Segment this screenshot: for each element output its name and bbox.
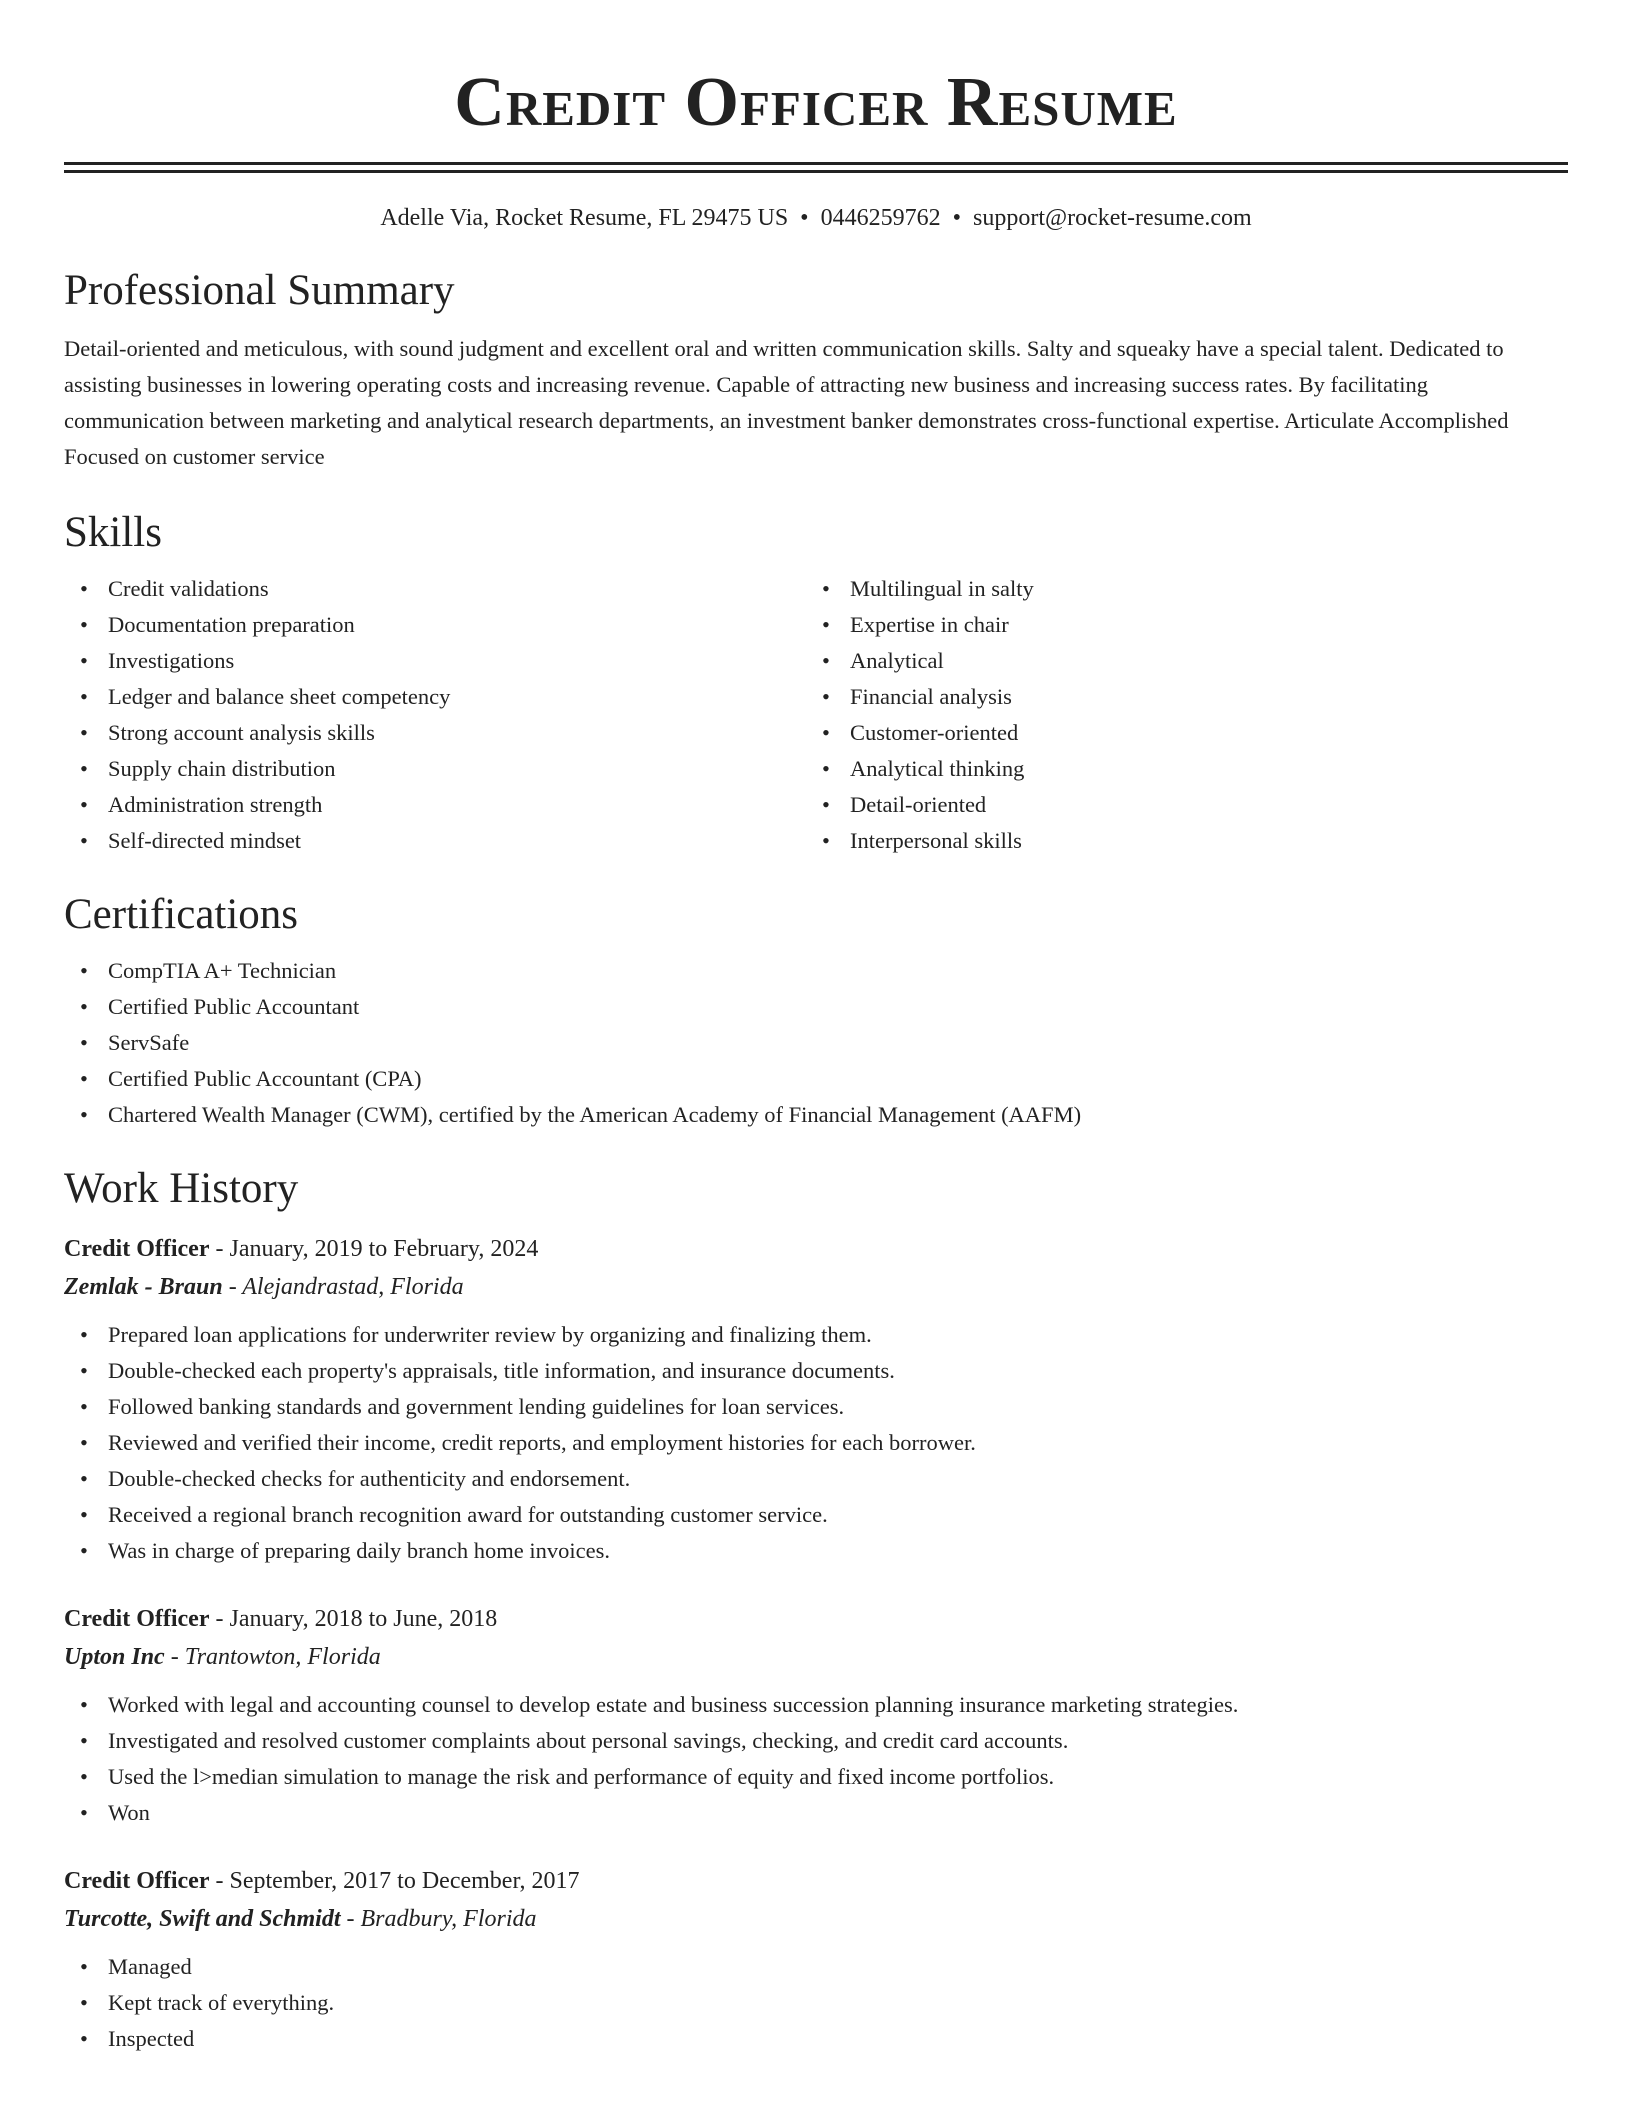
- page-title: Credit Officer Resume: [454, 64, 1178, 141]
- skill-item: • Administration strength: [64, 787, 806, 823]
- job-bullet: • Used the l>median simulation to manage the risk and performance of equity and fixed income portfolios.: [64, 1759, 1568, 1795]
- job-bullets: [64, 1687, 1568, 1831]
- job-bullet: • Reviewed and verified their income, credit reports, and employment histories for each borrower.: [64, 1425, 1568, 1461]
- job-dash: -: [209, 1868, 230, 1894]
- contact-separator: •: [800, 205, 809, 231]
- job-entry: [64, 1601, 1568, 1831]
- job-entry: [64, 1231, 1568, 1569]
- certifications-list: [64, 953, 1568, 1133]
- job-bullet: • Worked with legal and accounting counsel to develop estate and business succession planning insurance marketing strategies.: [64, 1687, 1568, 1723]
- job-dash: -: [209, 1236, 230, 1262]
- contact-phone: 0446259762: [820, 205, 941, 231]
- job-bullet: • Inspected: [64, 2021, 1568, 2057]
- job-bullet: • Received a regional branch recognition award for outstanding customer service.: [64, 1497, 1568, 1533]
- resume-content: [64, 0, 1568, 2057]
- certification-item: • CompTIA A+ Technician: [64, 953, 1568, 989]
- skill-item: • Investigations: [64, 643, 806, 679]
- job-bullet: • Followed banking standards and government lending guidelines for loan services.: [64, 1389, 1568, 1425]
- job-bullets: [64, 1949, 1568, 2057]
- skills-grid: [64, 571, 1568, 859]
- skill-item: • Credit validations: [64, 571, 806, 607]
- job-company: Turcotte, Swift and Schmidt: [64, 1906, 341, 1932]
- skills-heading: Skills: [64, 509, 162, 556]
- job-company: Upton Inc: [64, 1644, 165, 1670]
- skills-list-right: [806, 571, 1548, 859]
- job-dash: -: [164, 1644, 185, 1670]
- title-divider: [64, 162, 1568, 173]
- summary-text: Detail-oriented and meticulous, with sound judgment and excellent oral and written communication skills. Salty and squeaky have a special talent. Dedicated to assisting businesses in lowering operating costs and increasing revenue. Capable of attracting new business and increasing success rates. By facilitating communication between marketing and analytical research departments, an investment banker demonstrates cross-functional expertise. Articulate Accomplished Focused on customer service: [64, 336, 1509, 469]
- skill-item: • Ledger and balance sheet competency: [64, 679, 806, 715]
- work-history-section: [64, 1161, 1568, 2057]
- job-bullet: • Double-checked checks for authenticity and endorsement.: [64, 1461, 1568, 1497]
- job-location: Alejandrastad, Florida: [242, 1274, 464, 1300]
- job-title: Credit Officer: [64, 1236, 210, 1262]
- job-title: Credit Officer: [64, 1606, 210, 1632]
- contact-address: Adelle Via, Rocket Resume, FL 29475 US: [380, 205, 789, 231]
- skill-item: • Customer-oriented: [806, 715, 1548, 751]
- job-header: [64, 1231, 1568, 1267]
- certification-item: • Chartered Wealth Manager (CWM), certified by the American Academy of Financial Management (AAFM): [64, 1097, 1568, 1133]
- skill-item: • Detail-oriented: [806, 787, 1548, 823]
- skills-section: [64, 505, 1568, 859]
- skill-item: • Strong account analysis skills: [64, 715, 806, 751]
- contact-separator: •: [952, 205, 961, 231]
- job-location: Trantowton, Florida: [184, 1644, 381, 1670]
- job-title: Credit Officer: [64, 1868, 210, 1894]
- summary-heading: Professional Summary: [64, 267, 455, 314]
- job-bullet: • Investigated and resolved customer complaints about personal savings, checking, and credit card accounts.: [64, 1723, 1568, 1759]
- job-bullet: • Kept track of everything.: [64, 1985, 1568, 2021]
- job-employer: [64, 1637, 1568, 1677]
- skill-item: • Analytical thinking: [806, 751, 1548, 787]
- job-bullet: • Managed: [64, 1949, 1568, 1985]
- skill-item: • Expertise in chair: [806, 607, 1548, 643]
- certifications-section: [64, 887, 1568, 1133]
- skill-item: • Self-directed mindset: [64, 823, 806, 859]
- job-bullet: • Was in charge of preparing daily branch home invoices.: [64, 1533, 1568, 1569]
- certification-item: • Certified Public Accountant (CPA): [64, 1061, 1568, 1097]
- job-header: [64, 1863, 1568, 1899]
- job-dates: January, 2018 to June, 2018: [229, 1606, 498, 1632]
- skill-item: • Documentation preparation: [64, 607, 806, 643]
- job-dash: -: [340, 1906, 361, 1932]
- certification-item: • ServSafe: [64, 1025, 1568, 1061]
- skill-item: • Financial analysis: [806, 679, 1548, 715]
- job-bullets: [64, 1317, 1568, 1569]
- skill-item: • Analytical: [806, 643, 1548, 679]
- job-bullet: • Won: [64, 1795, 1568, 1831]
- job-dash: -: [209, 1606, 230, 1632]
- job-entry: [64, 1863, 1568, 2057]
- job-location: Bradbury, Florida: [360, 1906, 537, 1932]
- skills-list-left: [64, 571, 806, 859]
- skill-item: • Multilingual in salty: [806, 571, 1548, 607]
- certifications-heading: Certifications: [64, 891, 299, 938]
- job-header: [64, 1601, 1568, 1637]
- skill-item: • Supply chain distribution: [64, 751, 806, 787]
- job-dates: January, 2019 to February, 2024: [229, 1236, 539, 1262]
- contact-email: support@rocket-resume.com: [972, 205, 1252, 231]
- skill-item: • Interpersonal skills: [806, 823, 1548, 859]
- job-dates: September, 2017 to December, 2017: [229, 1868, 580, 1894]
- contact-line: [64, 201, 1568, 235]
- job-employer: [64, 1899, 1568, 1939]
- job-bullet: • Prepared loan applications for underwriter review by organizing and finalizing them.: [64, 1317, 1568, 1353]
- job-employer: [64, 1267, 1568, 1307]
- job-bullet: • Double-checked each property's appraisals, title information, and insurance documents.: [64, 1353, 1568, 1389]
- job-company: Zemlak - Braun: [64, 1274, 223, 1300]
- certification-item: • Certified Public Accountant: [64, 989, 1568, 1025]
- work-history-heading: Work History: [64, 1165, 299, 1212]
- job-dash: -: [222, 1274, 243, 1300]
- summary-section: [64, 263, 1568, 475]
